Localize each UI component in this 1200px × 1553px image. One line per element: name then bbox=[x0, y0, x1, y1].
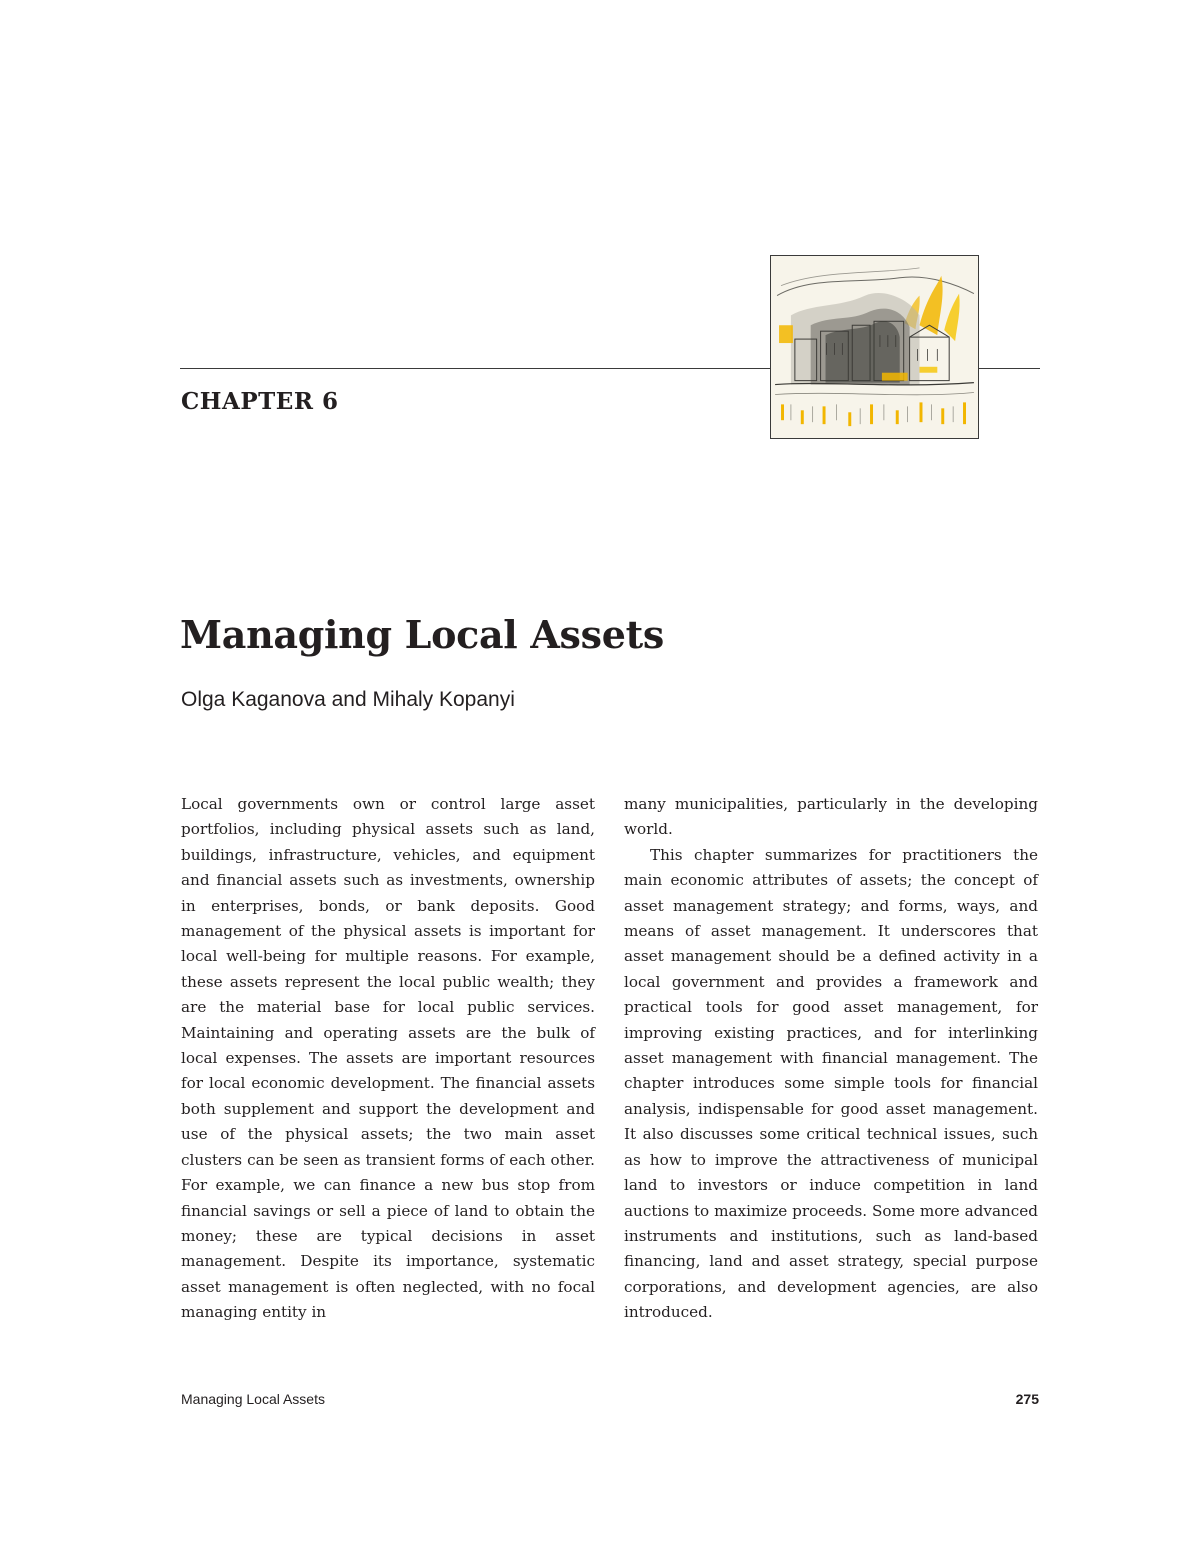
chapter-title: Managing Local Assets bbox=[180, 612, 664, 657]
chapter-illustration bbox=[770, 255, 979, 439]
page-number: 275 bbox=[1015, 1391, 1039, 1407]
chapter-authors: Olga Kaganova and Mihaly Kopanyi bbox=[181, 688, 515, 711]
body-paragraph-continued: many municipalities, particularly in the developing world. bbox=[624, 795, 1038, 839]
body-column-left bbox=[181, 792, 595, 1326]
body-paragraph: Local governments own or control large asset portfolios, including physical assets such as land, buildings, infrastructure, vehicles, and equipment and financial assets such as investments, ownership in enterprises, bonds, or bank deposits. Good management of the physical assets is important for local well-being for multiple reasons. For example, these assets represent the local public wealth; they are the material base for local public services. Maintaining and operating assets are the bulk of local expenses. The assets are important resources for local economic development. The financial assets both supplement and support the development and use of the physical assets; the two main asset clusters can be seen as transient forms of each other. For example, we can finance a new bus stop from financial savings or sell a piece of land to obtain the money; these are typical decisions in asset management. Despite its importance, systematic asset management is often neglected, with no focal managing entity in bbox=[181, 795, 595, 1322]
body-column-right bbox=[624, 792, 1038, 1326]
city-sketch-illustration-icon bbox=[771, 256, 978, 438]
running-footer-title: Managing Local Assets bbox=[181, 1391, 325, 1407]
chapter-label: CHAPTER 6 bbox=[181, 388, 339, 415]
body-paragraph: This chapter summarizes for practitioners the main economic attributes of assets; the concept of asset management strategy; and forms, ways, and means of asset management. It underscores that asset management should be a defined activity in a local government and provides a framework and practical tools for good asset management, for improving existing practices, and for interlinking asset management with financial management. The chapter introduces some simple tools for financial analysis, indispensable for good asset management. It also discusses some critical technical issues, such as how to improve the attractiveness of municipal land to investors or induce competition in land auctions to maximize proceeds. Some more advanced instruments and institutions, such as land-based financing, land and asset strategy, special purpose corporations, and development agencies, are also introduced. bbox=[624, 845, 1038, 1322]
